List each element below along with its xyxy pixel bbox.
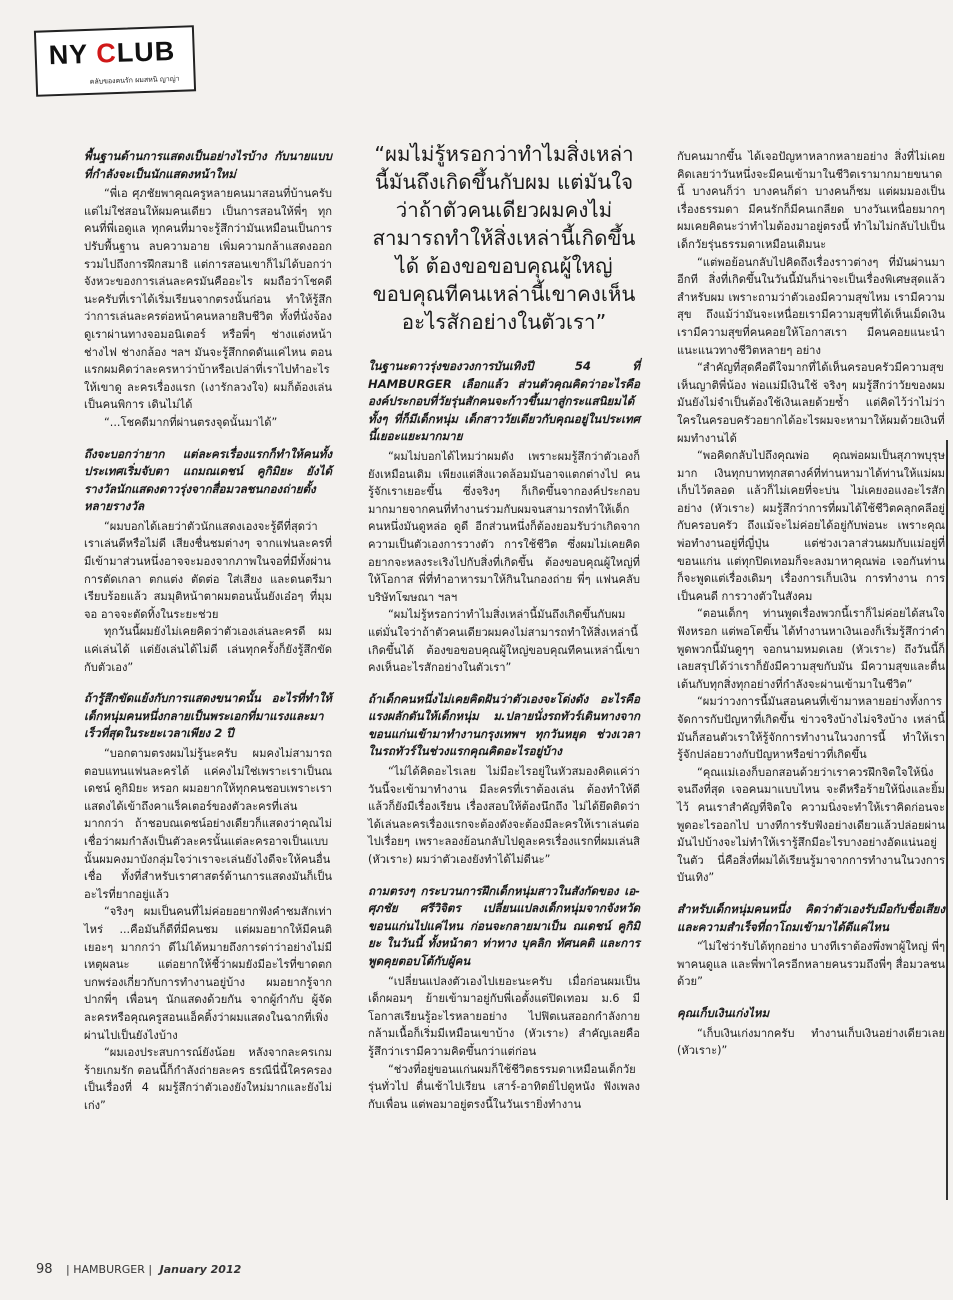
paragraph: “ผมว่าวงการนี้มันสอนคนที่เข้ามาหลายอย่างทั้งการจัดการกับปัญหาที่เกิดขึ้น ข่าวจริงบ้างไม่จริงบ้าง เหล่านี้มันก็สอนตัวเราให้รู้จักการทำงานในวงการนี้ ทำให้เรารู้จักปล่อยวางกับปัญหาหรือข่าวที่เกิดขึ้น bbox=[677, 695, 945, 762]
paragraph: “ผมบอกได้เลยว่าตัวนักแสดงเองจะรู้ดีที่สุดว่าเราเล่นดีหรือไม่ดี เสียงชื่นชมต่างๆ จากแฟนละครที่มีเข้ามาส่วนหนึ่งอาจจะมองจากภาพในจอที่มีทั้งผ่านการตัดเกลา ตกแต่ง ตัดต่อ ใส่เสียง และดนตรีมาเรียบร้อยแล้ว สมมุติหน้าตาผมตอนนั้นยังเอ๋อๆ ที่มุมจอ อาจจะตัดทิ้งในระยะช่วย bbox=[84, 519, 332, 621]
paragraph: “ผมเองประสบการณ์ยังน้อย หลังจากละครเกมร้ายเกมรัก ตอนนี้ก็กำลังถ่ายละคร ธรณีนี่นี้ใครครองเป็นเรื่องที่ 4 ผมรู้สึกว่าตัวเองยังใหม่มากและยังไม่เก่ง” bbox=[84, 1046, 332, 1112]
pull-quote: “ผมไม่รู้หรอกว่าทำไมสิ่งเหล่านี้มันถึงเกิดขึ้นกับผม แต่มันใจว่าถ้าตัวคนเดียวผมคงไม่สามารถทำให้สิ่งเหล่านี้เกิดขึ้นได้ ต้องขอขอบคุณผู้ใหญ่ ขอบคุณทีคนเหล่านี้เขาคงเห็นอะไรสักอย่างในตัวเรา” bbox=[372, 142, 636, 334]
page-edge-rule bbox=[946, 440, 948, 1200]
page-footer bbox=[36, 1262, 241, 1277]
paragraph: “ตอนเด็กๆ ท่านพูดเรื่องพวกนี้เราก็ไม่ค่อยได้สนใจฟังหรอก แต่พอโตขึ้น ได้ทำงานหาเงินเองก็เริ่มรู้สึกว่าคำพูดพวกนี้มันดูๆๆ จอกนามหมดเลย (หัวเราะ) ถึงวันนี้ก็เลยสรุปได้ว่าเราก็ยังมีความสุขกับมัน มีความสุขและตื่นเต้นกับทุกสิ่งทุกอย่างที่กำลังจะผ่านเข้ามาในชีวิต” bbox=[677, 607, 945, 691]
paragraph: “พี่เอ ศุภชัยพาคุณครูหลายคนมาสอนที่บ้านครับ แต่ไม่ใช่สอนให้ผมคนเดียว เป็นการสอนให้พี่ๆ ทุกคนที่พี่เอดูแล ทุกคนที่มาจะรู้สึกว่ามันเหมือนเป็นการปรับพื้นฐาน ลบความอาย เพิ่มความกล้าแสดงออก รวมไปถึงการฝึกสมาธิ แต่การสอนเขาก็ไม่ได้บอกว่าจังหวะของการเล่นละครมันคืออะไร ผมถือว่าโชคดีนะครับที่เราได้เริ่มเรียนจากตรงนั้นก่อน ทำให้รู้สึกว่าการเล่นละครต่อหน้าคนหลายสิบชีวิต ทั้งที่นั่งจ้องดูเราผ่านทางจอมอนิเตอร์ หรือพี่ๆ ช่างแต่งหน้า ช่างไฟ ช่างกล้อง ฯลฯ มันจะรู้สึกกดดันแค่ไหน ตอนแรกผมคิดว่าละครหาว่าบ้าหรือเปล่าที่เราไปทำอะไรให้เขาดู ละครเรื่องแรก (เงารักลวงใจ) ผมก็ต้องเล่นเป็นคนพิการ เดินไม่ได้ bbox=[84, 187, 332, 412]
magazine-name: | HAMBURGER | bbox=[66, 1263, 153, 1276]
paragraph: “จริงๆ ผมเป็นคนที่ไม่ค่อยอยากฟังคำชมสักเท่าไหร่ ...คือมันก็ดีที่มีคนชม แต่ผมอยากให้มีคนติเยอะๆ มากกว่า ดีไม่ได้หมายถึงการด่าว่าอย่างไม่มีเหตุผลนะ แต่อยากให้ชี้ว่าผมยังมีอะไรที่ขาดตกบกพร่องเกี่ยวกับการทำงานอยู่บ้าง ผมอยากรู้จากปากพี่ๆ เพื่อนๆ นักแสดงด้วยกัน จากผู้กำกับ ผู้จัดละครหรือคุณครูสอนแอ็คติ้งว่าผมแสดงในฉากที่เพิ่งผ่านไปเป็นยังไงบ้าง bbox=[84, 905, 332, 1042]
question-heading: ในฐานะดาวรุ่งของวงการบันเทิงปี 54 ที่ HAMBURGER เลือกแล้ว ส่วนตัวคุณคิดว่าอะไรคือองค์ประกอบที่วัยรุ่นสักคนจะก้าวขึ้นมาสู่กระแสนิยมได้ทั้งๆ ที่ก็มีเด็กหนุ่ม เด็กสาววัยเดียวกับคุณอยู่ในประเทศนี้เยอะแยะมากมาย bbox=[368, 359, 640, 444]
paragraph: “ไม่ได้คิดอะไรเลย ไม่มีอะไรอยู่ในหัวสมองคิดแค่ว่าวันนี้จะเข้ามาทำงาน มีละครที่เราต้องเล่น ต้องทำให้ดี แล้วก็ยังมีเรื่องเรียน เรื่องสอบให้ต้องนึกถึง ไม่ได้ยึดติดว่าได้เล่นละครเรื่องแรกจะต้องดังจะต้องมีละครให้เราเล่นต่อไปเรื่อยๆ เพราะลองย้อนกลับไปดูละครเรื่องแรกที่ผมเล่นสิ (หัวเราะ) ผมว่าตัวเองยังทำได้ไม่ดีนะ” bbox=[368, 765, 640, 867]
question-heading: ถ้าเด็กคนหนึ่งไม่เคยคิดฝันว่าตัวเองจะโด่งดัง อะไรคือแรงผลักดันให้เด็กหนุ่ม ม.ปลายนั่งรถทัวร์เดินทางจากขอนแก่นเข้ามาทำงานกรุงเทพฯ ทุกวันหยุด ช่วงเวลาในรถทัวร์ในช่วงแรกคุณคิดอะไรอยู่บ้าง bbox=[368, 691, 640, 759]
paragraph: “สำคัญที่สุดคือดีใจมากที่ได้เห็นครอบครัวมีความสุข เห็นญาติพี่น้อง พ่อแม่มีเงินใช้ จริงๆ ผมรู้สึกว่าวัยของผมมันยังไม่จำเป็นต้องใช้เงินเลยด้วยซ้ำ แต่คิดไว้ว่าไม่ว่าใครในครอบครัวอยากได้อะไรผมจะหามาให้ผมด้วยเงินที่ผมทำงานได้ bbox=[677, 361, 945, 445]
paragraph: “บอกตามตรงผมไม่รู้นะครับ ผมคงไม่สามารถตอบแทนแฟนละครได้ แค่คงไม่ใช่เพราะเราเป็นณเดชน์ คูกิมิยะ หรอก ผมอยากให้ทุกคนชอบเพราะเราแสดงได้เข้าถึงคาแร็คเตอร์ของตัวละครที่เล่นมากกว่า ถ้าชอบณเดชน์อย่างเดียวก็แสดงว่าคุณไม่เชื่อว่าผมกำลังเป็นตัวละครนั้นแต่ละครอาจเป็นแบบนั้นผมคงมาบังกลุ่มใจว่าเราจะเล่นยังไงดีจะให้คนอื่นเชื่อ ทั้งที่สำหรับเราศาสตร์ด้านการแสดงมันก็เป็นอะไรที่ยากอยู่แล้ว bbox=[84, 747, 332, 901]
paragraph: “เปลี่ยนแปลงตัวเองไปเยอะนะครับ เมื่อก่อนผมเป็นเด็กผอมๆ ย้ายเข้ามาอยู่กับพี่เอตั้งแต่ปิดเทอม ม.6 มีโอกาสเรียนรู้อะไรหลายอย่าง ไปฟิตเนสออกกำลังกายกล้ามเนื้อก็เริ่มมีเหมือนเขาบ้าง (หัวเราะ) สำคัญเลยคือรู้สึกว่าเรามีความคิดขึ้นกว่าแต่ก่อน bbox=[368, 974, 640, 1058]
column-middle bbox=[368, 140, 640, 1113]
paragraph: ทุกวันนี้ผมยังไม่เคยคิดว่าตัวเองเล่นละครดี ผมแค่เล่นได้ แต่ยังเล่นได้ไม่ดี เล่นทุกครั้งก็ยังรู้สึกขัดกับตัวเอง” bbox=[84, 625, 332, 674]
paragraph: “พอคิดกลับไปถึงคุณพ่อ คุณพ่อผมเป็นสุภาพบุรุษมาก เงินทุกบาททุกสตางค์ที่ท่านหามาได้ท่านให้แม่ผมเก็บไว้ตลอด แล้วก็ไม่เคยที่จะบ่น ไม่เคยงอแงอะไรสักอย่าง (หัวเราะ) ผมรู้สึกว่าการที่ผมได้ใช้ชีวิตคลุกคลีอยู่กับครอบครัว ถึงแม้จะไม่ค่อยได้อยู่กับพ่อนะ เพราะคุณพ่อทำงานอยู่ที่ญี่ปุ่น แต่ช่วงเวลาส่วนผมกับแม่อยู่ที่ขอนแก่น แต่ทุกปิดเทอมก็จะลงมาหาคุณพ่อ เจอกันท่านก็จะพูดแต่เรื่องเดิมๆ เรื่องการเก็บเงิน การทำงาน การเป็นคนดี การวางตัวในสังคม bbox=[677, 449, 945, 603]
paragraph: “ช่วงที่อยู่ขอนแก่นผมก็ใช้ชีวิตธรรมดาเหมือนเด็กวัยรุ่นทั่วไป ตื่นเช้าไปเรียน เสาร์-อาทิตย์ไปดูหนัง ฟังเพลงกับเพื่อน แต่พอมาอยู่ตรงนี้ในวันเรายิ่งทำงาน bbox=[368, 1062, 640, 1111]
logo-title: NY CLUB bbox=[48, 35, 176, 71]
question-heading: ถามตรงๆ กระบวนการฝึกเด็กหนุ่มสาวในสังกัดของ เอ-ศุภชัย ศรีวิจิตร เปลี่ยนแปลงเด็กหนุ่มจากจังหวัดขอนแก่นไปแค่ไหน ก่อนจะกลายมาเป็น ณเดชน์ คูกิมิยะ ในวันนี้ ทั้งหน้าตา ท่าทาง บุคลิก ทัศนคติ และการพูดคุยตอบโต้กับผู้คน bbox=[368, 883, 640, 968]
paragraph: “...โชคดีมากที่ผ่านตรงจุดนั้นมาได้” bbox=[104, 415, 278, 429]
paragraph: “ผมไม่รู้หรอกว่าทำไมสิ่งเหล่านี้มันถึงเกิดขึ้นกับผม แต่มั่นใจว่าถ้าตัวคนเดียวผมคงไม่สามารถทำให้สิ่งเหล่านี้เกิดขึ้นได้ ต้องขอขอบคุณผู้ใหญ่ขอบคุณทีคนเหล่านี้เขาคงเห็นอะไรสักอย่างในตัวเรา” bbox=[368, 608, 640, 675]
question-heading: สำหรับเด็กหนุ่มคนหนึ่ง คิดว่าตัวเองรับมือกับชื่อเสียงและความสำเร็จที่ถาโถมเข้ามาได้ดีแค่ไหน bbox=[677, 901, 945, 934]
paragraph: “ไม่ใช่ว่ารับได้ทุกอย่าง บางทีเราต้องพึ่งพาผู้ใหญ่ พี่ๆ พาคนดูแล และพี่พาไครอีกหลายคนรวมถึงพี่ๆ สื่อมวลชนด้วย” bbox=[677, 940, 945, 989]
question-heading: คุณเก็บเงินเก่งไหม bbox=[677, 1005, 770, 1020]
question-heading: พื้นฐานด้านการแสดงเป็นอย่างไรบ้าง กับนายแบบที่กำลังจะเป็นนักแสดงหน้าใหม่ bbox=[84, 149, 332, 181]
question-heading: ถึงจะบอกว่ายาก แต่ละครเรื่องแรกก็ทำให้คนทั้งประเทศเริ่มจับตา แถมณเดชน์ คูกิมิยะ ยังได้รางวัลนักแสดงดาวรุ่งจากสื่อมวลชนกองถ่ายตั้งหลายรางวัล bbox=[84, 446, 332, 514]
ny-club-logo bbox=[34, 25, 196, 97]
question-heading: ถ้ารู้สึกขัดแย้งกับการแสดงขนาดนั้น อะไรที่ทำให้เด็กหนุ่มคนหนึ่งกลายเป็นพระเอกที่มาแรงและมาเร็วที่สุดในระยะเวลาเพียง 2 ปี bbox=[84, 691, 332, 741]
column-right bbox=[677, 148, 945, 1060]
column-left bbox=[84, 148, 332, 1114]
logo-subtitle: คลับของคนรัก ผมสหนิ ญาญ่า bbox=[89, 74, 180, 86]
paragraph: “คุณแม่เองก็บอกสอนด้วยว่าเราควรฝึกจิตใจให้นิ่งจนถึงที่สุด เจอคนมาแบบไหน จะดีหรือร้ายให้นิ่งและยิ้มไว้ คนเราสำคัญที่จิตใจ ความนิ่งจะทำให้เราคิดก่อนจะพูดอะไรออกไป บางทีการรับฟังอย่างเดียวแล้วปล่อยผ่านมันไปบ้างจะไม่ทำให้เรารู้สึกมีอะไรบางอย่างอัดแน่นอยู่ในตัว นี่คือสิ่งที่ผมได้เรียนรู้มาจากการทำงานในวงการบันเทิง” bbox=[677, 765, 945, 885]
issue-date: January 2012 bbox=[159, 1263, 242, 1276]
page-number: 98 bbox=[36, 1262, 53, 1277]
paragraph: กับคนมากขึ้น ได้เจอปัญหาหลากหลายอย่าง สิ่งที่ไม่เคยคิดเลยว่าวันหนึ่งจะมีคนเข้ามาในชีวิตเรามากมายขนาดนี้ บางคนก็ว่า บางคนก็ด่า บางคนก็ชม แต่ผมมองเป็นเรื่องธรรมดา มีคนรักก็มีคนเกลียด บางวันเหนื่อยมากๆ ผมเคยคิดนะว่าทำไมต้องมาอยู่ตรงนี้ ทำไมไม่กลับไปเป็นเด็กวัยรุ่นธรรมดาเหมือนเดิมนะ bbox=[677, 150, 945, 251]
paragraph: “ผมไม่บอกได้ไหมว่าผมดัง เพราะผมรู้สึกว่าตัวเองก็ยังเหมือนเดิม เพียงแต่สิ่งแวดล้อมมันอาจแตกต่างไป คนรู้จักเราเยอะขึ้น ซึ่งจริงๆ ก็เกิดขึ้นจากองค์ประกอบมากมายจากคนที่ทำงานร่วมกับผมจนสามารถทำให้เด็กคนหนึ่งมันดูหล่อ ดูดี อีกส่วนหนึ่งก็ต้องยอมรับว่าเกิดจากความเป็นตัวเองการวางตัว การใช้ชีวิต ซึ่งผมไม่เคยคิดอยากจะหลงระเริงไปกับสิ่งที่เกิดขึ้น ต้องขอบคุณผู้ใหญ่ที่ให้โอกาส พี่ที่ทำอาหารมาให้กินในกองถ่าย พี่ๆ แฟนคลับ บริษัทโฆษณา ฯลฯ bbox=[368, 449, 640, 604]
paragraph: “เก็บเงินเก่งมากครับ ทำงานเก็บเงินอย่างเดียวเลย (หัวเราะ)” bbox=[677, 1026, 945, 1058]
paragraph: “แต่พอย้อนกลับไปคิดถึงเรื่องราวต่างๆ ที่มันผ่านมาอีกที สิ่งที่เกิดขึ้นในวันนี้มันก็น่าจะเป็นเรื่องพิเศษสุดแล้วสำหรับผม เพราะถามว่าตัวเองมีความสุขไหม เรามีความสุข ถึงแม้ว่ามันจะเหนื่อยเรามีความสุขที่ได้เห็นเม็ดเงิน เรามีความสุขที่คนคอยให้โอกาสเรา มีคนคอยแนะนำ แนะแนวทางชีวิตหลายๆ อย่าง bbox=[677, 255, 945, 357]
